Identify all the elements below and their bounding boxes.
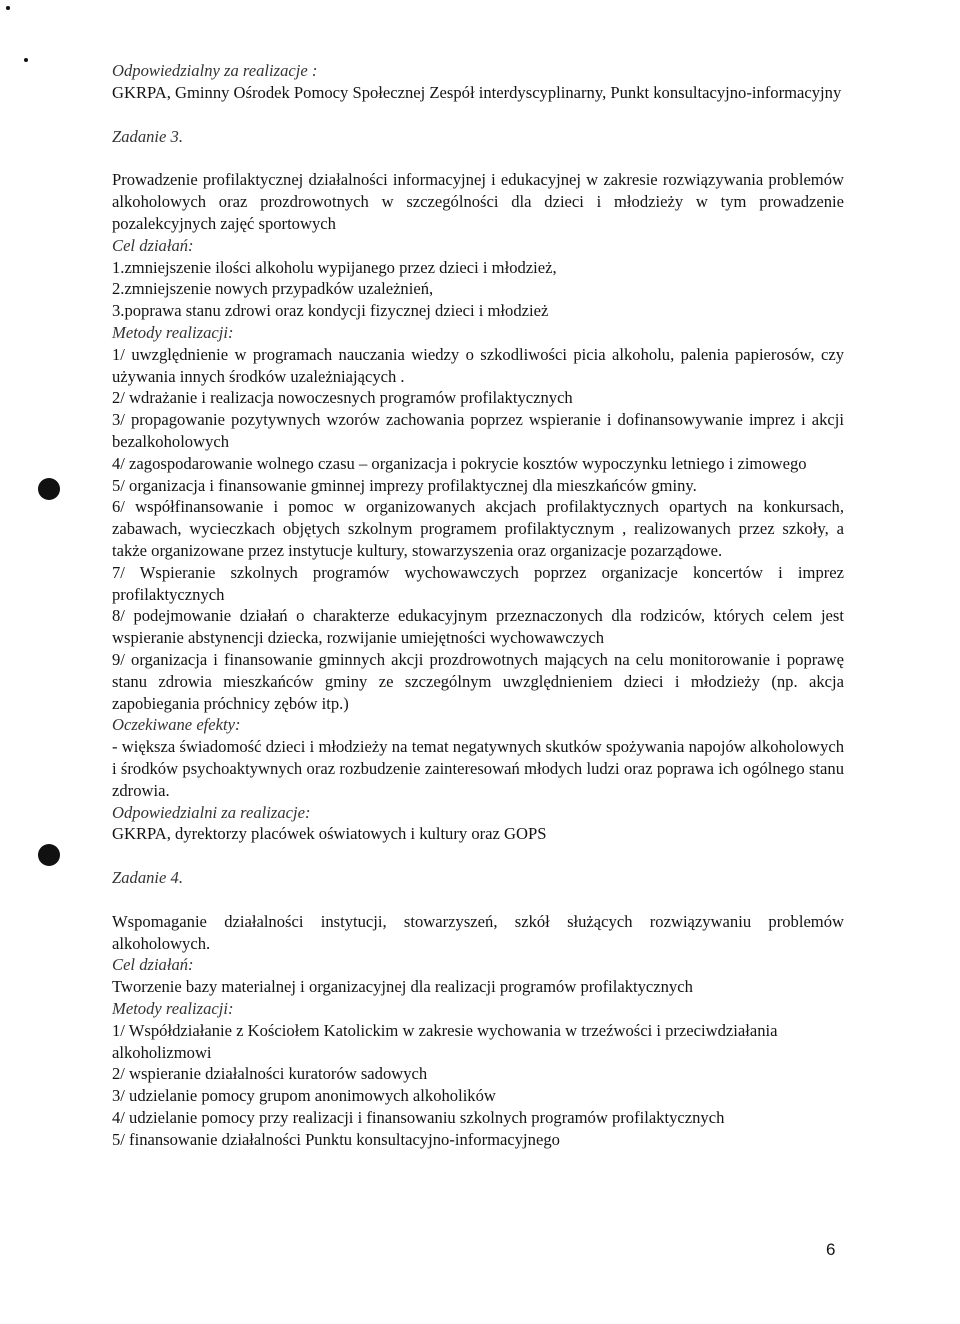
method-item: 9/ organizacja i finansowanie gminnych akcji prozdrowotnych mających na celu monitorowanie i poprawę stanu zdrowia mieszkańców gminy ze szczególnym uwzględnieniem dzieci i młodzieży (np. akcja zapobiegania próchnicy zębów itp.) bbox=[112, 649, 844, 713]
method-item: 8/ podejmowanie działań o charakterze edukacyjnym przeznaczonych dla rodziców, których celem jest wspieranie abstynencji dziecka, rozwijanie umiejętności wychowawczych bbox=[112, 606, 844, 648]
method-item: 7/ Wspieranie szkolnych programów wychowawczych poprzez organizacje koncertów i imprez profilaktycznych bbox=[112, 562, 844, 604]
method-item: 2/ wspieranie działalności kuratorów sadowych bbox=[112, 1064, 428, 1084]
binder-hole bbox=[38, 844, 60, 866]
document-body bbox=[112, 60, 844, 1151]
goal-item: 3.poprawa stanu zdrowi oraz kondycji fizycznej dzieci i młodzież bbox=[112, 301, 549, 321]
method-item: 3/ propagowanie pozytywnych wzorów zachowania poprzez wspieranie i dofinansowywanie imprez i akcji bezalkoholowych bbox=[112, 410, 844, 451]
task-3-methods-heading: Metody realizacji: bbox=[112, 322, 234, 342]
scan-dot bbox=[6, 6, 10, 10]
method-item: 1/ uwzględnienie w programach nauczania wiedzy o szkodliwości picia alkoholu, palenia papierosów, czy używania innych środków uzależniających . bbox=[112, 344, 844, 386]
task-3-goal-heading: Cel działań: bbox=[112, 235, 194, 255]
task-4-goal: Tworzenie bazy materialnej i organizacyjnej dla realizacji programów profilaktycznych bbox=[112, 977, 693, 997]
task-3-responsible-heading: Odpowiedzialni za realizacje: bbox=[112, 802, 311, 822]
method-item: 2/ wdrażanie i realizacja nowoczesnych programów profilaktycznych bbox=[112, 388, 573, 408]
task-3-effects: - większa świadomość dzieci i młodzieży na temat negatywnych skutków spożywania napojów alkoholowych i środków psychoaktywnych oraz rozbudzenie zainteresowań młodych ludzi oraz poprawa ich ogólnego stanu zdrowia. bbox=[112, 737, 844, 800]
task-4-goal-heading: Cel działań: bbox=[112, 955, 194, 975]
task-3-responsible: GKRPA, dyrektorzy placówek oświatowych i kultury oraz GOPS bbox=[112, 824, 547, 844]
responsible-heading: Odpowiedzialny za realizacje : bbox=[112, 61, 318, 80]
task-3-intro: Prowadzenie profilaktycznej działalności informacyjnej i edukacyjnej w zakresie rozwiązywania problemów alkoholowych oraz prozdrowotnych w szczególności dla dzieci i młodzieży w tym prowadzenie pozalekcyjnych zajęć sportowych bbox=[112, 170, 844, 233]
page-number: 6 bbox=[826, 1240, 836, 1259]
method-item: 6/ współfinansowanie i pomoc w organizowanych akcjach profilaktycznych opartych na konkursach, zabawach, wycieczkach objętych szkolnym programem profilaktycznym , realizowanych przez szkoły, a także organizowane przez instytucje kultury, stowarzyszenia oraz organizacje pozarządowe. bbox=[112, 497, 844, 560]
task-3-heading: Zadanie 3. bbox=[112, 126, 183, 146]
task-4-methods-heading: Metody realizacji: bbox=[112, 999, 234, 1019]
goal-item: 2.zmniejszenie nowych przypadków uzależnień, bbox=[112, 279, 434, 299]
scan-dot bbox=[24, 58, 28, 62]
method-item: 4/ udzielanie pomocy przy realizacji i finansowaniu szkolnych programów profilaktycznych bbox=[112, 1108, 725, 1128]
binder-hole bbox=[38, 478, 60, 500]
method-item: 5/ organizacja i finansowanie gminnej imprezy profilaktycznej dla mieszkańców gminy. bbox=[112, 475, 697, 495]
task-4-intro: Wspomaganie działalności instytucji, stowarzyszeń, szkół służących rozwiązywaniu problemów alkoholowych. bbox=[112, 911, 844, 953]
responsible-text: GKRPA, Gminny Ośrodek Pomocy Społecznej Zespół interdyscyplinarny, Punkt konsultacyjno-informacyjny bbox=[112, 82, 842, 102]
method-item: 3/ udzielanie pomocy grupom anonimowych alkoholików bbox=[112, 1086, 496, 1106]
method-item: 4/ zagospodarowanie wolnego czasu – organizacja i pokrycie kosztów wypoczynku letniego i zimowego bbox=[112, 453, 807, 473]
goal-item: 1.zmniejszenie ilości alkoholu wypijanego przez dzieci i młodzież, bbox=[112, 257, 557, 277]
task-4-heading: Zadanie 4. bbox=[112, 868, 183, 888]
task-3-effects-heading: Oczekiwane efekty: bbox=[112, 715, 241, 735]
method-item: 5/ finansowanie działalności Punktu konsultacyjno-informacyjnego bbox=[112, 1129, 560, 1149]
method-item: 1/ Współdziałanie z Kościołem Katolickim w zakresie wychowania w trzeźwości i przeciwdziałania alkoholizmowi bbox=[112, 1020, 778, 1062]
